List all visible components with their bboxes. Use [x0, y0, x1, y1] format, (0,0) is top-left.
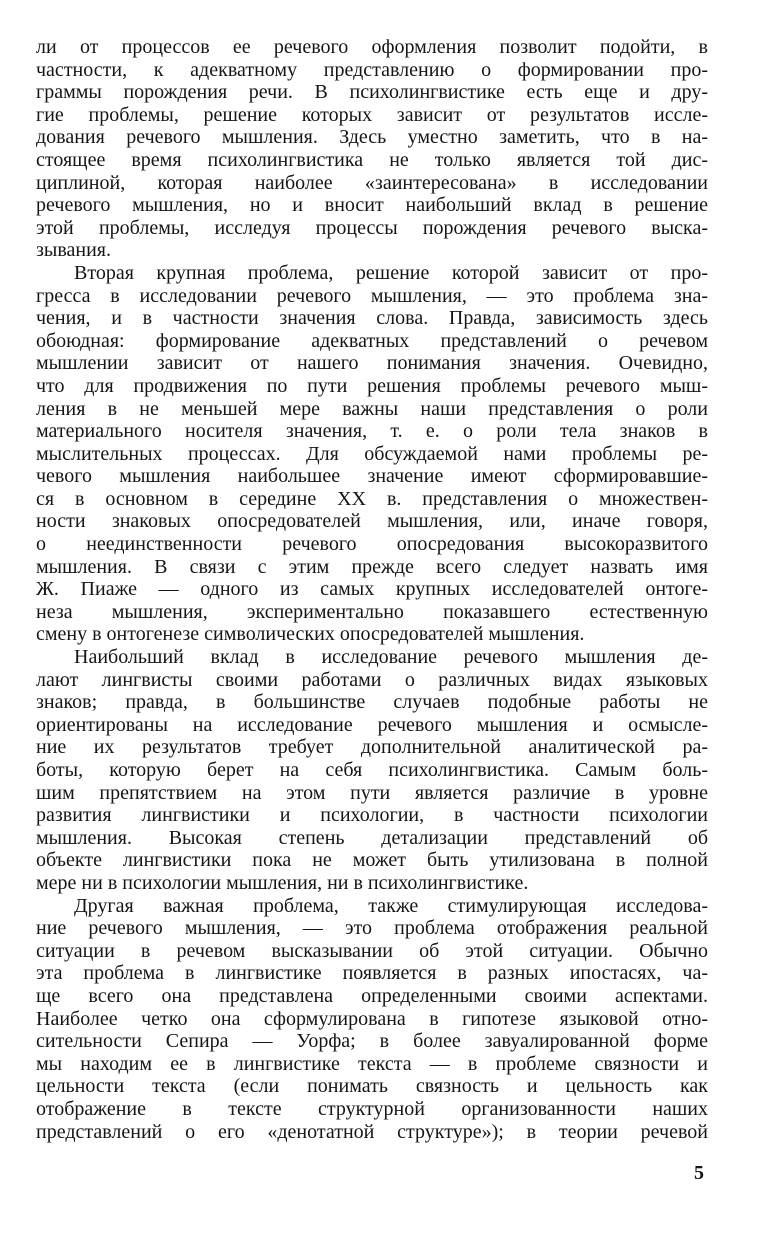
page-body — [36, 36, 708, 1143]
text-line: чения, и в частности значения слова. Правда, зависимость здесь — [36, 307, 708, 330]
page-number: 5 — [694, 1162, 704, 1184]
text-line: ние их результатов требует дополнительной аналитической ра- — [36, 736, 708, 759]
text-line: гие проблемы, решение которых зависит от результатов иссле- — [36, 103, 708, 126]
text-line: ся в основном в середине XX в. представления о множествен- — [36, 487, 708, 510]
text-line: речевого мышления, но и вносит наибольший вклад в решение — [36, 194, 708, 217]
paragraph — [36, 646, 708, 895]
text-line: мышления. В связи с этим прежде всего следует назвать имя — [36, 555, 708, 578]
text-line: что для продвижения по пути решения проблемы речевого мыш- — [36, 374, 708, 397]
text-line: Вторая крупная проблема, решение которой зависит от про- — [74, 261, 708, 284]
text-line: отображение в тексте структурной организованности наших — [36, 1097, 708, 1120]
text-line: цельности текста (если понимать связность и цельность как — [36, 1075, 708, 1098]
text-line: мере ни в психологии мышления, ни в психолингвистике. — [36, 871, 529, 894]
text-line: гресса в исследовании речевого мышления, — это проблема зна- — [36, 284, 708, 307]
text-line: мышления. Высокая степень детализации представлений об — [36, 826, 708, 849]
text-line: мышлении зависит от нашего понимания значения. Очевидно, — [36, 352, 708, 375]
text-line: частности, к адекватному представлению о формировании про- — [36, 58, 708, 81]
text-line: зывания. — [36, 239, 111, 262]
text-line: Другая важная проблема, также стимулирующая исследова- — [74, 894, 708, 917]
text-line: обоюдная: формирование адекватных представлений о речевом — [36, 329, 708, 352]
text-line: эта проблема в лингвистике появляется в разных ипостасях, ча- — [36, 962, 708, 985]
paragraph — [36, 895, 708, 1144]
text-line: смену в онтогенезе символических опосредователей мышления. — [36, 623, 585, 646]
text-line: ситуации в речевом высказывании об этой ситуации. Обычно — [36, 939, 708, 962]
paragraph — [36, 36, 708, 262]
text-line: стоящее время психолингвистика не только является той дис- — [36, 148, 708, 171]
text-line: циплиной, которая наиболее «заинтересована» в исследовании — [36, 171, 708, 194]
text-line: ще всего она представлена определенными своими аспектами. — [36, 984, 708, 1007]
text-line: развития лингвистики и психологии, в частности психологии — [36, 804, 708, 827]
text-line: шим препятствием на этом пути является различие в уровне — [36, 781, 708, 804]
text-line: Наибольший вклад в исследование речевого мышления де- — [74, 646, 708, 669]
text-line: лают лингвисты своими работами о различных видах языковых — [36, 668, 708, 691]
text-line: о неединственности речевого опосредования высокоразвитого — [36, 533, 708, 556]
text-line: мы находим ее в лингвистике текста — в проблеме связности и — [36, 1052, 708, 1075]
text-line: этой проблемы, исследуя процессы порождения речевого выска- — [36, 216, 708, 239]
text-line: Ж. Пиаже — одного из самых крупных исследователей онтоге- — [36, 578, 708, 601]
text-line: ориентированы на исследование речевого мышления и осмысле- — [36, 713, 708, 736]
text-line: материального носителя значения, т. е. о роли тела знаков в — [36, 420, 708, 443]
text-line: ли от процессов ее речевого оформления позволит подойти, в — [36, 36, 708, 58]
text-line: Наиболее четко она сформулирована в гипотезе языковой отно- — [36, 1007, 708, 1030]
text-line: боты, которую берет на себя психолингвистика. Самым боль- — [36, 759, 708, 781]
paragraph — [36, 262, 708, 646]
text-line: граммы порождения речи. В психолингвистике есть еще и дру- — [36, 81, 708, 104]
text-line: знаков; правда, в большинстве случаев подобные работы не — [36, 691, 708, 714]
text-line: чевого мышления наибольшее значение имеют сформировавшие- — [36, 465, 708, 488]
text-line: объекте лингвистики пока не может быть утилизована в полной — [36, 849, 708, 872]
text-line: мыслительных процессах. Для обсуждаемой нами проблемы ре- — [36, 442, 708, 465]
text-line: ние речевого мышления, — это проблема отображения реальной — [36, 917, 708, 940]
text-line: сительности Сепира — Уорфа; в более завуалированной форме — [36, 1030, 708, 1053]
text-line: ности знаковых опосредователей мышления, или, иначе говоря, — [36, 510, 708, 533]
text-line: неза мышления, экспериментально показавшего естественную — [36, 600, 708, 623]
text-line: ления в не меньшей мере важны наши представления о роли — [36, 397, 708, 420]
text-line: дования речевого мышления. Здесь уместно заметить, что в на- — [36, 126, 708, 149]
text-line: представлений о его «денотатной структуре»); в теории речевой — [36, 1120, 708, 1143]
